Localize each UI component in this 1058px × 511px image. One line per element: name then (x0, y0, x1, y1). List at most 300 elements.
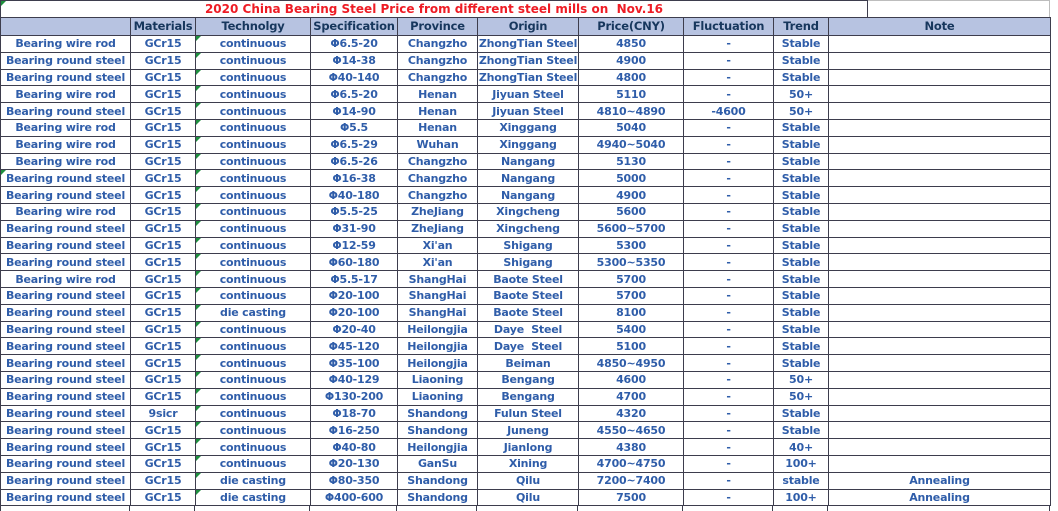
cell-fluctuation[interactable]: - (684, 254, 774, 271)
cell-province[interactable]: Liaoning (398, 371, 478, 388)
cell-fluctuation[interactable]: - (684, 355, 774, 372)
column-header-material[interactable] (1, 18, 131, 36)
column-header-technolgy[interactable]: Technolgy (196, 18, 311, 36)
cell-note[interactable] (829, 304, 1051, 321)
empty-cell[interactable] (477, 506, 578, 511)
cell-trend[interactable]: Stable (774, 237, 829, 254)
cell-specification[interactable]: Φ40-180 (311, 187, 398, 204)
cell-fluctuation[interactable]: - (684, 237, 774, 254)
cell-specification[interactable]: Φ16-250 (311, 422, 398, 439)
cell-province[interactable]: Heilongjia (398, 355, 478, 372)
cell-price_cny[interactable]: 5130 (579, 153, 684, 170)
cell-price_cny[interactable]: 5100 (579, 338, 684, 355)
cell-specification[interactable]: Φ40-129 (311, 371, 398, 388)
cell-specification[interactable]: Φ5.5-25 (311, 203, 398, 220)
cell-material[interactable]: Bearing round steel (1, 388, 131, 405)
cell-price_cny[interactable]: 7500 (579, 489, 684, 506)
cell-price_cny[interactable]: 5300 (579, 237, 684, 254)
cell-specification[interactable]: Φ6.5-20 (311, 36, 398, 53)
cell-note[interactable] (829, 237, 1051, 254)
cell-specification[interactable]: Φ35-100 (311, 355, 398, 372)
cell-province[interactable]: Changzho (398, 187, 478, 204)
cell-price_cny[interactable]: 4700 (579, 388, 684, 405)
cell-specification[interactable]: Φ5.5-17 (311, 271, 398, 288)
cell-province[interactable]: GanSu (398, 455, 478, 472)
cell-material[interactable]: Bearing round steel (1, 422, 131, 439)
cell-province[interactable]: Henan (398, 119, 478, 136)
cell-note[interactable] (829, 321, 1051, 338)
cell-fluctuation[interactable]: - (684, 153, 774, 170)
cell-technolgy[interactable]: continuous (196, 119, 311, 136)
cell-specification[interactable]: Φ16-38 (311, 170, 398, 187)
empty-cell[interactable] (828, 506, 1050, 511)
cell-technolgy[interactable]: continuous (196, 338, 311, 355)
cell-fluctuation[interactable]: - (684, 136, 774, 153)
cell-material[interactable]: Bearing wire rod (1, 36, 131, 53)
cell-materials[interactable]: GCr15 (131, 355, 196, 372)
cell-technolgy[interactable]: continuous (196, 254, 311, 271)
cell-trend[interactable]: 100+ (774, 489, 829, 506)
cell-note[interactable] (829, 36, 1051, 53)
cell-technolgy[interactable]: continuous (196, 271, 311, 288)
cell-note[interactable] (829, 103, 1051, 120)
cell-materials[interactable]: GCr15 (131, 472, 196, 489)
cell-origin[interactable]: Baote Steel (478, 304, 579, 321)
cell-fluctuation[interactable]: - (684, 170, 774, 187)
cell-materials[interactable]: GCr15 (131, 220, 196, 237)
cell-specification[interactable]: Φ130-200 (311, 388, 398, 405)
cell-price_cny[interactable]: 5700 (579, 287, 684, 304)
cell-price_cny[interactable]: 7200~7400 (579, 472, 684, 489)
cell-technolgy[interactable]: continuous (196, 237, 311, 254)
cell-material[interactable]: Bearing round steel (1, 254, 131, 271)
cell-province[interactable]: Changzho (398, 170, 478, 187)
cell-origin[interactable]: Nangang (478, 187, 579, 204)
cell-origin[interactable]: Jianlong (478, 439, 579, 456)
cell-specification[interactable]: Φ45-120 (311, 338, 398, 355)
cell-material[interactable]: Bearing round steel (1, 489, 131, 506)
cell-province[interactable]: Heilongjia (398, 321, 478, 338)
cell-note[interactable] (829, 338, 1051, 355)
cell-origin[interactable]: ZhongTian Steel (478, 54, 578, 68)
cell-province[interactable]: Shandong (398, 472, 478, 489)
cell-material[interactable]: Bearing round steel (1, 338, 131, 355)
cell-material[interactable]: Bearing round steel (1, 304, 131, 321)
cell-fluctuation[interactable]: - (684, 86, 774, 103)
cell-fluctuation[interactable]: - (684, 52, 774, 69)
cell-note[interactable] (829, 170, 1051, 187)
cell-fluctuation[interactable]: - (684, 69, 774, 86)
cell-materials[interactable]: GCr15 (131, 287, 196, 304)
cell-origin[interactable]: Xinggang (478, 119, 579, 136)
cell-province[interactable]: Shandong (398, 422, 478, 439)
cell-price_cny[interactable]: 5110 (579, 86, 684, 103)
cell-trend[interactable]: Stable (774, 170, 829, 187)
cell-province[interactable]: ZheJiang (398, 220, 478, 237)
cell-specification[interactable]: Φ12-59 (311, 237, 398, 254)
cell-specification[interactable]: Φ6.5-20 (311, 86, 398, 103)
cell-origin[interactable]: Qilu (478, 489, 579, 506)
cell-materials[interactable]: GCr15 (131, 136, 196, 153)
cell-note[interactable] (829, 355, 1051, 372)
cell-trend[interactable]: Stable (774, 136, 829, 153)
cell-fluctuation[interactable]: - (684, 271, 774, 288)
cell-trend[interactable]: Stable (774, 287, 829, 304)
cell-origin[interactable]: Fulun Steel (478, 405, 579, 422)
cell-specification[interactable]: Φ14-90 (311, 103, 398, 120)
cell-province[interactable]: Changzho (398, 52, 478, 69)
cell-materials[interactable]: GCr15 (131, 237, 196, 254)
cell-technolgy[interactable]: continuous (196, 153, 311, 170)
empty-cell[interactable] (310, 506, 397, 511)
cell-fluctuation[interactable]: - (684, 36, 774, 53)
cell-fluctuation[interactable]: - (684, 187, 774, 204)
cell-trend[interactable]: 50+ (774, 388, 829, 405)
cell-province[interactable]: Xi'an (398, 237, 478, 254)
cell-price_cny[interactable]: 5400 (579, 321, 684, 338)
empty-cell[interactable] (578, 506, 683, 511)
cell-specification[interactable]: Φ20-40 (311, 321, 398, 338)
cell-technolgy[interactable]: continuous (196, 103, 311, 120)
cell-materials[interactable]: GCr15 (131, 371, 196, 388)
cell-material[interactable]: Bearing round steel (1, 287, 131, 304)
cell-note[interactable] (829, 254, 1051, 271)
cell-province[interactable]: Shandong (398, 489, 478, 506)
cell-fluctuation[interactable]: - (684, 287, 774, 304)
cell-specification[interactable]: Φ400-600 (311, 489, 398, 506)
cell-price_cny[interactable]: 5700 (579, 271, 684, 288)
cell-origin[interactable]: Xining (478, 455, 579, 472)
cell-materials[interactable]: 9sicr (131, 405, 196, 422)
cell-technolgy[interactable]: continuous (196, 187, 311, 204)
cell-materials[interactable]: GCr15 (131, 254, 196, 271)
cell-material[interactable]: Bearing round steel (1, 355, 131, 372)
cell-specification[interactable]: Φ40-140 (311, 69, 398, 86)
column-header-province[interactable]: Province (398, 18, 478, 36)
empty-cell[interactable] (773, 506, 828, 511)
cell-specification[interactable]: Φ14-38 (311, 52, 398, 69)
cell-materials[interactable]: GCr15 (131, 153, 196, 170)
cell-material[interactable]: Bearing round steel (1, 439, 131, 456)
cell-material[interactable]: Bearing round steel (1, 321, 131, 338)
cell-trend[interactable]: stable (774, 472, 829, 489)
cell-specification[interactable]: Φ5.5 (311, 119, 398, 136)
cell-price_cny[interactable]: 5040 (579, 119, 684, 136)
cell-fluctuation[interactable]: - (684, 472, 774, 489)
cell-materials[interactable]: GCr15 (131, 271, 196, 288)
cell-technolgy[interactable]: continuous (196, 170, 311, 187)
cell-trend[interactable]: Stable (774, 187, 829, 204)
cell-technolgy[interactable]: continuous (196, 287, 311, 304)
column-header-price_cny[interactable]: Price(CNY) (579, 18, 684, 36)
cell-materials[interactable]: GCr15 (131, 86, 196, 103)
cell-technolgy[interactable]: continuous (196, 355, 311, 372)
cell-note[interactable] (829, 371, 1051, 388)
cell-price_cny[interactable]: 4700~4750 (579, 455, 684, 472)
cell-origin[interactable]: Juneng (478, 422, 579, 439)
cell-trend[interactable]: Stable (774, 338, 829, 355)
cell-price_cny[interactable]: 5000 (579, 170, 684, 187)
cell-trend[interactable]: 100+ (774, 455, 829, 472)
cell-note[interactable] (829, 287, 1051, 304)
cell-specification[interactable]: Φ6.5-29 (311, 136, 398, 153)
cell-materials[interactable]: GCr15 (131, 422, 196, 439)
cell-fluctuation[interactable]: - (684, 371, 774, 388)
cell-fluctuation[interactable]: - (684, 489, 774, 506)
cell-specification[interactable]: Φ60-180 (311, 254, 398, 271)
cell-materials[interactable]: GCr15 (131, 103, 196, 120)
cell-trend[interactable]: Stable (774, 52, 829, 69)
cell-fluctuation[interactable]: - (684, 388, 774, 405)
cell-price_cny[interactable]: 8100 (579, 304, 684, 321)
cell-material[interactable]: Bearing wire rod (1, 86, 131, 103)
cell-price_cny[interactable]: 4800 (579, 69, 684, 86)
cell-material[interactable]: Bearing wire rod (1, 153, 131, 170)
cell-fluctuation[interactable]: - (684, 439, 774, 456)
cell-note[interactable] (829, 187, 1051, 204)
cell-specification[interactable]: Φ20-100 (311, 287, 398, 304)
cell-province[interactable]: Heilongjia (398, 439, 478, 456)
column-header-origin[interactable]: Origin (478, 18, 579, 36)
cell-note[interactable] (829, 136, 1051, 153)
cell-material[interactable]: Bearing round steel (1, 220, 131, 237)
cell-specification[interactable]: Φ40-80 (311, 439, 398, 456)
cell-note[interactable] (829, 405, 1051, 422)
cell-price_cny[interactable]: 4900 (579, 52, 684, 69)
cell-material[interactable]: Bearing wire rod (1, 136, 131, 153)
cell-materials[interactable]: GCr15 (131, 36, 196, 53)
cell-origin[interactable]: Bengang (478, 388, 579, 405)
cell-technolgy[interactable]: continuous (196, 439, 311, 456)
cell-origin[interactable]: Beiman (478, 355, 579, 372)
cell-province[interactable]: ShangHai (398, 287, 478, 304)
cell-trend[interactable]: Stable (774, 36, 829, 53)
cell-materials[interactable]: GCr15 (131, 203, 196, 220)
cell-price_cny[interactable]: 5300~5350 (579, 254, 684, 271)
cell-materials[interactable]: GCr15 (131, 455, 196, 472)
cell-technolgy[interactable]: continuous (196, 136, 311, 153)
cell-price_cny[interactable]: 5600~5700 (579, 220, 684, 237)
cell-technolgy[interactable]: continuous (196, 388, 311, 405)
cell-fluctuation[interactable]: - (684, 220, 774, 237)
cell-materials[interactable]: GCr15 (131, 388, 196, 405)
cell-trend[interactable]: Stable (774, 405, 829, 422)
column-header-note[interactable]: Note (829, 18, 1051, 36)
sheet-title-cell[interactable]: 2020 China Bearing Steel Price from different steel mills on Nov.16 (0, 0, 868, 17)
cell-technolgy[interactable]: continuous (196, 52, 311, 69)
cell-origin[interactable]: Xingcheng (478, 220, 579, 237)
cell-province[interactable]: Changzho (398, 69, 478, 86)
cell-technolgy[interactable]: continuous (196, 405, 311, 422)
cell-province[interactable]: Shandong (398, 405, 478, 422)
cell-technolgy[interactable]: die casting (196, 472, 311, 489)
cell-trend[interactable]: Stable (774, 119, 829, 136)
cell-price_cny[interactable]: 4600 (579, 371, 684, 388)
cell-province[interactable]: ShangHai (398, 304, 478, 321)
cell-material[interactable]: Bearing wire rod (1, 203, 131, 220)
cell-trend[interactable]: Stable (774, 271, 829, 288)
cell-technolgy[interactable]: continuous (196, 203, 311, 220)
cell-material[interactable]: Bearing round steel (1, 170, 131, 187)
cell-trend[interactable]: Stable (774, 422, 829, 439)
cell-trend[interactable]: 50+ (774, 371, 829, 388)
cell-trend[interactable]: 50+ (774, 86, 829, 103)
cell-trend[interactable]: Stable (774, 254, 829, 271)
cell-trend[interactable]: Stable (774, 321, 829, 338)
cell-price_cny[interactable]: 4850~4950 (579, 355, 684, 372)
cell-technolgy[interactable]: die casting (196, 304, 311, 321)
cell-note[interactable] (829, 422, 1051, 439)
cell-material[interactable]: Bearing wire rod (1, 119, 131, 136)
cell-materials[interactable]: GCr15 (131, 170, 196, 187)
cell-note[interactable] (829, 86, 1051, 103)
cell-origin[interactable]: Jiyuan Steel (478, 103, 579, 120)
cell-technolgy[interactable]: continuous (196, 36, 311, 53)
cell-note[interactable] (829, 271, 1051, 288)
cell-fluctuation[interactable]: - (684, 405, 774, 422)
cell-origin[interactable]: Xinggang (478, 136, 579, 153)
cell-trend[interactable]: Stable (774, 153, 829, 170)
cell-price_cny[interactable]: 4900 (579, 187, 684, 204)
cell-origin[interactable]: Bengang (478, 371, 579, 388)
cell-price_cny[interactable]: 4550~4650 (579, 422, 684, 439)
cell-trend[interactable]: Stable (774, 304, 829, 321)
cell-note[interactable] (829, 119, 1051, 136)
cell-province[interactable]: ShangHai (398, 271, 478, 288)
cell-materials[interactable]: GCr15 (131, 338, 196, 355)
empty-cell[interactable] (683, 506, 773, 511)
column-header-fluctuation[interactable]: Fluctuation (684, 18, 774, 36)
cell-specification[interactable]: Φ6.5-26 (311, 153, 398, 170)
cell-fluctuation[interactable]: -4600 (684, 103, 774, 120)
cell-note[interactable] (829, 220, 1051, 237)
cell-technolgy[interactable]: continuous (196, 422, 311, 439)
cell-price_cny[interactable]: 4810~4890 (579, 103, 684, 120)
cell-trend[interactable]: 50+ (774, 103, 829, 120)
cell-material[interactable]: Bearing round steel (1, 371, 131, 388)
cell-origin[interactable]: Qilu (478, 472, 579, 489)
cell-origin[interactable]: Xingcheng (478, 203, 579, 220)
cell-fluctuation[interactable]: - (684, 119, 774, 136)
cell-price_cny[interactable]: 4940~5040 (579, 136, 684, 153)
empty-cell[interactable] (195, 506, 310, 511)
cell-province[interactable]: Xi'an (398, 254, 478, 271)
cell-materials[interactable]: GCr15 (131, 119, 196, 136)
cell-origin[interactable]: Daye Steel (478, 321, 579, 338)
cell-origin[interactable]: Baote Steel (478, 287, 579, 304)
column-header-specification[interactable]: Specification (311, 18, 398, 36)
cell-note[interactable] (829, 69, 1051, 86)
cell-materials[interactable]: GCr15 (131, 52, 196, 69)
cell-trend[interactable]: 40+ (774, 439, 829, 456)
cell-province[interactable]: Heilongjia (398, 338, 478, 355)
cell-province[interactable]: Henan (398, 103, 478, 120)
cell-origin[interactable]: ZhongTian Steel (478, 70, 578, 84)
cell-technolgy[interactable]: continuous (196, 371, 311, 388)
cell-fluctuation[interactable]: - (684, 203, 774, 220)
cell-origin[interactable]: Shigang (478, 237, 579, 254)
cell-price_cny[interactable]: 5600 (579, 203, 684, 220)
cell-technolgy[interactable]: continuous (196, 455, 311, 472)
cell-origin[interactable]: Baote Steel (478, 271, 579, 288)
cell-technolgy[interactable]: die casting (196, 489, 311, 506)
cell-materials[interactable]: GCr15 (131, 69, 196, 86)
empty-cell[interactable] (0, 506, 130, 511)
cell-province[interactable]: Wuhan (398, 136, 478, 153)
cell-origin[interactable]: Shigang (478, 254, 579, 271)
cell-trend[interactable]: Stable (774, 355, 829, 372)
cell-materials[interactable]: GCr15 (131, 489, 196, 506)
cell-material[interactable]: Bearing wire rod (1, 271, 131, 288)
cell-price_cny[interactable]: 4380 (579, 439, 684, 456)
cell-material[interactable]: Bearing round steel (1, 52, 131, 69)
cell-trend[interactable]: Stable (774, 203, 829, 220)
empty-cell[interactable] (397, 506, 477, 511)
cell-note[interactable] (829, 153, 1051, 170)
cell-material[interactable]: Bearing round steel (1, 103, 131, 120)
cell-fluctuation[interactable]: - (684, 455, 774, 472)
cell-note[interactable] (829, 439, 1051, 456)
empty-cell[interactable] (130, 506, 195, 511)
cell-material[interactable]: Bearing round steel (1, 405, 131, 422)
cell-note[interactable] (829, 203, 1051, 220)
cell-fluctuation[interactable]: - (684, 304, 774, 321)
cell-origin[interactable]: Nangang (478, 153, 579, 170)
cell-material[interactable]: Bearing round steel (1, 237, 131, 254)
cell-materials[interactable]: GCr15 (131, 187, 196, 204)
cell-technolgy[interactable]: continuous (196, 69, 311, 86)
cell-material[interactable]: Bearing round steel (1, 187, 131, 204)
cell-material[interactable]: Bearing round steel (1, 455, 131, 472)
cell-origin[interactable]: Nangang (478, 170, 579, 187)
cell-trend[interactable]: Stable (774, 69, 829, 86)
cell-origin[interactable]: Daye Steel (478, 338, 579, 355)
column-header-materials[interactable]: Materials (131, 18, 196, 36)
cell-materials[interactable]: GCr15 (131, 321, 196, 338)
cell-fluctuation[interactable]: - (684, 321, 774, 338)
cell-technolgy[interactable]: continuous (196, 220, 311, 237)
cell-fluctuation[interactable]: - (684, 338, 774, 355)
cell-province[interactable]: Henan (398, 86, 478, 103)
cell-note[interactable]: Annealing (829, 489, 1051, 506)
cell-province[interactable]: Changzho (398, 36, 478, 53)
cell-specification[interactable]: Φ20-100 (311, 304, 398, 321)
column-header-trend[interactable]: Trend (774, 18, 829, 36)
cell-materials[interactable]: GCr15 (131, 439, 196, 456)
cell-note[interactable] (829, 455, 1051, 472)
cell-price_cny[interactable]: 4320 (579, 405, 684, 422)
cell-technolgy[interactable]: continuous (196, 321, 311, 338)
cell-material[interactable]: Bearing round steel (1, 472, 131, 489)
cell-note[interactable] (829, 52, 1051, 69)
cell-origin[interactable]: ZhongTian Steel (478, 37, 578, 51)
cell-specification[interactable]: Φ80-350 (311, 472, 398, 489)
cell-origin[interactable]: Jiyuan Steel (478, 86, 579, 103)
cell-price_cny[interactable]: 4850 (579, 36, 684, 53)
cell-province[interactable]: ZheJiang (398, 203, 478, 220)
cell-province[interactable]: Changzho (398, 153, 478, 170)
cell-specification[interactable]: Φ20-130 (311, 455, 398, 472)
cell-specification[interactable]: Φ18-70 (311, 405, 398, 422)
cell-note[interactable] (829, 388, 1051, 405)
cell-fluctuation[interactable]: - (684, 422, 774, 439)
cell-material[interactable]: Bearing round steel (1, 69, 131, 86)
cell-note[interactable]: Annealing (829, 472, 1051, 489)
cell-trend[interactable]: Stable (774, 220, 829, 237)
cell-specification[interactable]: Φ31-90 (311, 220, 398, 237)
cell-technolgy[interactable]: continuous (196, 86, 311, 103)
cell-province[interactable]: Liaoning (398, 388, 478, 405)
